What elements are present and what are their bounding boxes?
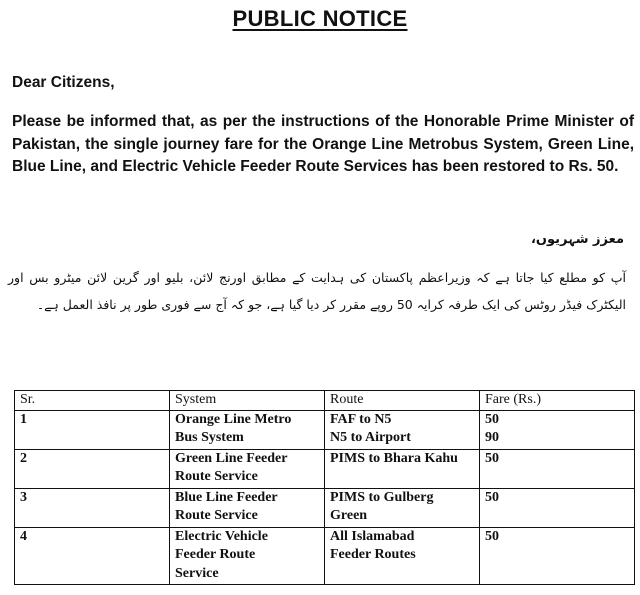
cell-text: 50 <box>485 411 499 427</box>
cell-text: 4 <box>20 528 27 544</box>
cell-text: PIMS to Bhara Kahu <box>330 450 458 466</box>
cell-text: 2 <box>20 450 27 466</box>
cell-text: All Islamabad <box>330 528 415 544</box>
notice-body-english: Please be informed that, as per the instructions of the Honorable Prime Minister of Pakistan, the single journey fare for the Orange Line Metrobus System, Green Line, Blue Line, and Electric Vehicle Feeder Route Services has been restored to Rs. 50. <box>12 113 634 175</box>
cell-system <box>170 527 325 585</box>
cell-text: Orange Line Metro <box>175 411 292 427</box>
cell-fare <box>480 449 635 488</box>
cell-fare <box>480 410 635 449</box>
table-row <box>15 410 635 449</box>
cell-sr <box>15 449 170 488</box>
header-system: System <box>170 391 325 411</box>
cell-text: Bus System <box>175 430 244 445</box>
cell-fare <box>480 527 635 585</box>
table-row <box>15 449 635 488</box>
cell-text: 50 <box>485 489 499 505</box>
cell-text: Route Service <box>175 469 258 484</box>
header-route: Route <box>325 391 480 411</box>
cell-route <box>325 488 480 527</box>
cell-text: Electric Vehicle <box>175 528 268 544</box>
cell-system <box>170 410 325 449</box>
cell-text: 50 <box>485 450 499 466</box>
cell-text: Service <box>175 565 219 581</box>
cell-text: Feeder Routes <box>330 547 416 562</box>
fare-table <box>14 390 635 585</box>
notice-body-urdu: آپ کو مطلع کیا جاتا ہے کہ وزیراعظم پاکستان کی ہدایت کے مطابق اورنج لائن، بلیو اور گرین لائن میٹرو بس اور الیکٹرک فیڈر روٹس کی ایک طرفہ کرایہ 50 روپے مقرر کر دیا گیا ہے، جو کہ آج سے فوری طور پر نافذ العمل ہے۔ <box>8 270 626 312</box>
cell-text: 90 <box>485 430 499 445</box>
cell-text: Feeder Route <box>175 547 256 562</box>
greeting: Dear Citizens, <box>12 74 115 91</box>
cell-system <box>170 488 325 527</box>
notice-title: PUBLIC NOTICE <box>232 6 408 31</box>
table-header-row <box>15 391 635 411</box>
notice-greeting-urdu: معزز شہریوں، <box>530 232 624 247</box>
table-row <box>15 527 635 585</box>
cell-text: Green Line Feeder <box>175 450 288 466</box>
cell-text: Blue Line Feeder <box>175 489 278 505</box>
cell-sr <box>15 527 170 585</box>
cell-text: 50 <box>485 528 499 544</box>
cell-text: N5 to Airport <box>330 430 411 445</box>
header-sr: Sr. <box>15 391 170 411</box>
cell-route <box>325 449 480 488</box>
cell-text: Green <box>330 508 368 523</box>
cell-sr <box>15 410 170 449</box>
header-fare: Fare (Rs.) <box>480 391 635 411</box>
cell-text: 1 <box>20 411 27 427</box>
cell-sr <box>15 488 170 527</box>
cell-text: PIMS to Gulberg <box>330 489 434 505</box>
table-row <box>15 488 635 527</box>
cell-route <box>325 527 480 585</box>
cell-text: Route Service <box>175 508 258 523</box>
cell-text: 3 <box>20 489 27 505</box>
cell-text: FAF to N5 <box>330 411 392 427</box>
cell-route <box>325 410 480 449</box>
cell-fare <box>480 488 635 527</box>
cell-system <box>170 449 325 488</box>
